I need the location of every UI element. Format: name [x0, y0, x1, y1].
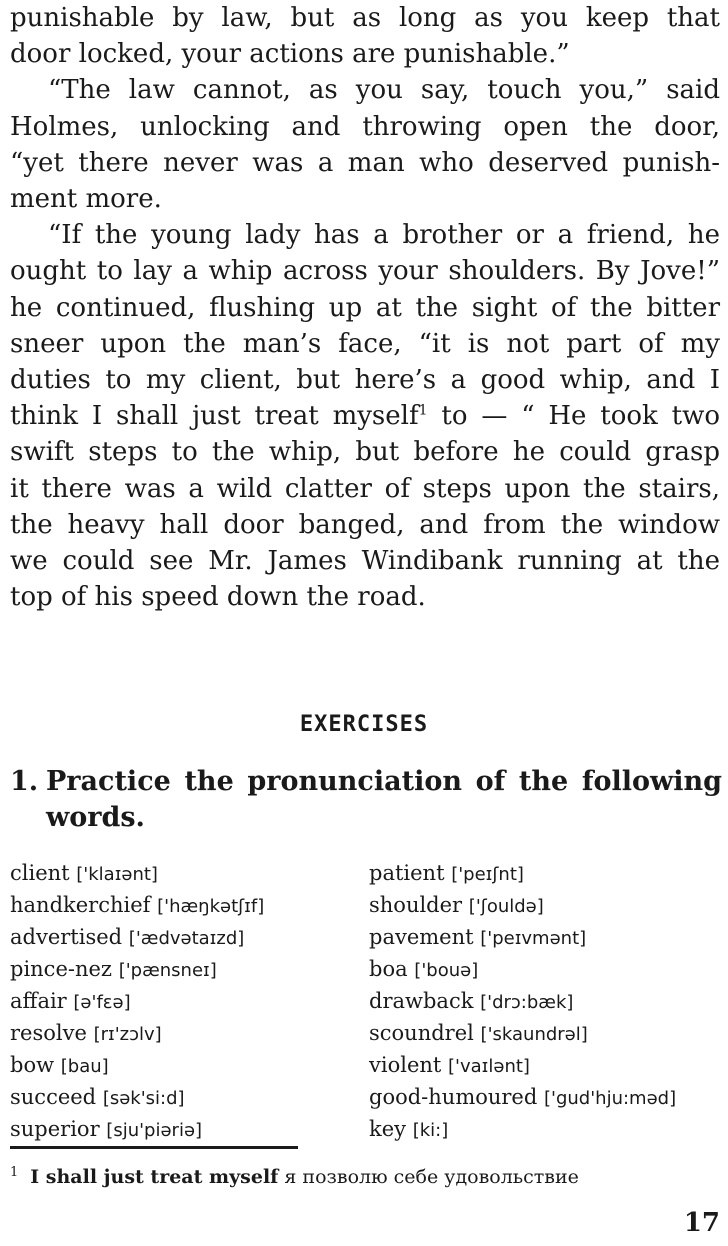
- transcription: ['hæŋkətʃɪf]: [157, 896, 265, 917]
- transcription: ['peɪʃnt]: [451, 864, 524, 885]
- text-line: “If the young lady has a brother or a friend, he: [48, 220, 720, 251]
- word-entry: [369, 1114, 676, 1146]
- word-entry: [369, 1050, 676, 1082]
- word: good-humoured: [369, 1085, 538, 1109]
- text-line: it there was a wild clatter of steps upon the stairs,: [10, 473, 720, 504]
- text-line: the heavy hall door banged, and from the window: [10, 509, 720, 540]
- text-line: sneer upon the man’s face, “it is not part of my: [10, 328, 720, 359]
- word: shoulder: [369, 893, 463, 917]
- text-line: Holmes, unlocking and throwing open the door,: [10, 111, 720, 142]
- word: drawback: [369, 989, 474, 1013]
- word-entry: [10, 1050, 264, 1082]
- text-line: door locked, your actions are punishable.”: [10, 39, 570, 70]
- footnote-marker: 1: [418, 402, 428, 419]
- word-entry: [10, 858, 264, 890]
- text-fragment: think I shall just treat myself: [10, 401, 419, 432]
- footnote-number: 1: [10, 1164, 19, 1180]
- word-entry: [369, 986, 676, 1018]
- word: handkerchief: [10, 893, 151, 917]
- task-title-line: words.: [46, 802, 145, 833]
- word: pince-nez: [10, 957, 112, 981]
- text-line: ment more.: [10, 184, 162, 215]
- word: patient: [369, 861, 445, 885]
- word-entry: [369, 858, 676, 890]
- word: client: [10, 861, 70, 885]
- transcription: [sju'piəriə]: [106, 1120, 203, 1141]
- paragraph-1: [10, 0, 720, 72]
- text-fragment: to — “ He took two: [427, 401, 720, 432]
- word-column-left: [10, 858, 264, 1146]
- word-entry: [369, 890, 676, 922]
- transcription: [ə'fɛə]: [73, 992, 131, 1013]
- text-line: top of his speed down the road.: [10, 582, 426, 613]
- exercise-task-1: [10, 764, 722, 836]
- text-line: he continued, flushing up at the sight of the bitter: [10, 292, 720, 323]
- footnote: [10, 1166, 722, 1188]
- word-entry: [10, 986, 264, 1018]
- transcription: ['bouə]: [414, 960, 479, 981]
- transcription: ['skaundrəl]: [480, 1024, 588, 1045]
- footnote-divider: [10, 1146, 298, 1149]
- footnote-phrase: I shall just treat myself: [30, 1166, 279, 1188]
- task-number: 1.: [10, 766, 39, 797]
- word-entry: [10, 1114, 264, 1146]
- text-line: “yet there never was a man who deserved punish-: [10, 147, 720, 178]
- word-column-right: [369, 858, 676, 1146]
- word: violent: [369, 1053, 442, 1077]
- transcription: [bau]: [60, 1056, 109, 1077]
- word-entry: [369, 1018, 676, 1050]
- text-line: duties to my client, but here’s a good whip, and I: [10, 365, 720, 396]
- text-line: ought to lay a whip across your shoulders. By Jove!”: [10, 256, 720, 287]
- word: succeed: [10, 1085, 97, 1109]
- footnote-translation: я позволю себе удовольствие: [284, 1166, 579, 1188]
- transcription: ['peɪvmənt]: [480, 928, 587, 949]
- word-entry: [369, 1082, 676, 1114]
- text-line: punishable by law, but as long as you keep that: [10, 3, 720, 33]
- text-line: we could see Mr. James Windibank running at the: [10, 546, 720, 577]
- word-entry: [10, 890, 264, 922]
- transcription: ['gud'hju:məd]: [544, 1088, 677, 1109]
- text-line: swift steps to the whip, but before he could grasp: [10, 437, 720, 468]
- story-passage: [10, 0, 720, 615]
- text-line-with-footnote: [10, 398, 720, 434]
- word: boa: [369, 957, 408, 981]
- word-entry: [10, 1082, 264, 1114]
- paragraph-2: [10, 72, 720, 217]
- word: superior: [10, 1117, 100, 1141]
- exercises-heading: EXERCISES: [299, 712, 429, 737]
- word: key: [369, 1117, 407, 1141]
- task-title-line: Practice the pronunciation of the following: [46, 766, 722, 797]
- transcription: [rɪ'zɔlv]: [93, 1024, 162, 1045]
- word-entry: [369, 954, 676, 986]
- word-entry: [10, 954, 264, 986]
- transcription: [ki:]: [412, 1120, 449, 1141]
- transcription: ['klaɪənt]: [76, 864, 158, 885]
- word: affair: [10, 989, 67, 1013]
- word-entry: [369, 922, 676, 954]
- transcription: ['pænsneɪ]: [118, 960, 217, 981]
- transcription: ['ædvətaɪzd]: [128, 928, 245, 949]
- page-number: 17: [683, 1208, 720, 1238]
- word: resolve: [10, 1021, 87, 1045]
- word-entry: [10, 922, 264, 954]
- word: bow: [10, 1053, 55, 1077]
- transcription: [sək'si:d]: [102, 1088, 185, 1109]
- transcription: ['drɔ:bæk]: [480, 992, 574, 1013]
- word: pavement: [369, 925, 474, 949]
- paragraph-3: [10, 217, 720, 615]
- transcription: ['ʃouldə]: [468, 896, 544, 917]
- word: advertised: [10, 925, 123, 949]
- word-entry: [10, 1018, 264, 1050]
- transcription: ['vaɪlənt]: [448, 1056, 530, 1077]
- word: scoundrel: [369, 1021, 474, 1045]
- text-line: “The law cannot, as you say, touch you,” said: [48, 75, 720, 106]
